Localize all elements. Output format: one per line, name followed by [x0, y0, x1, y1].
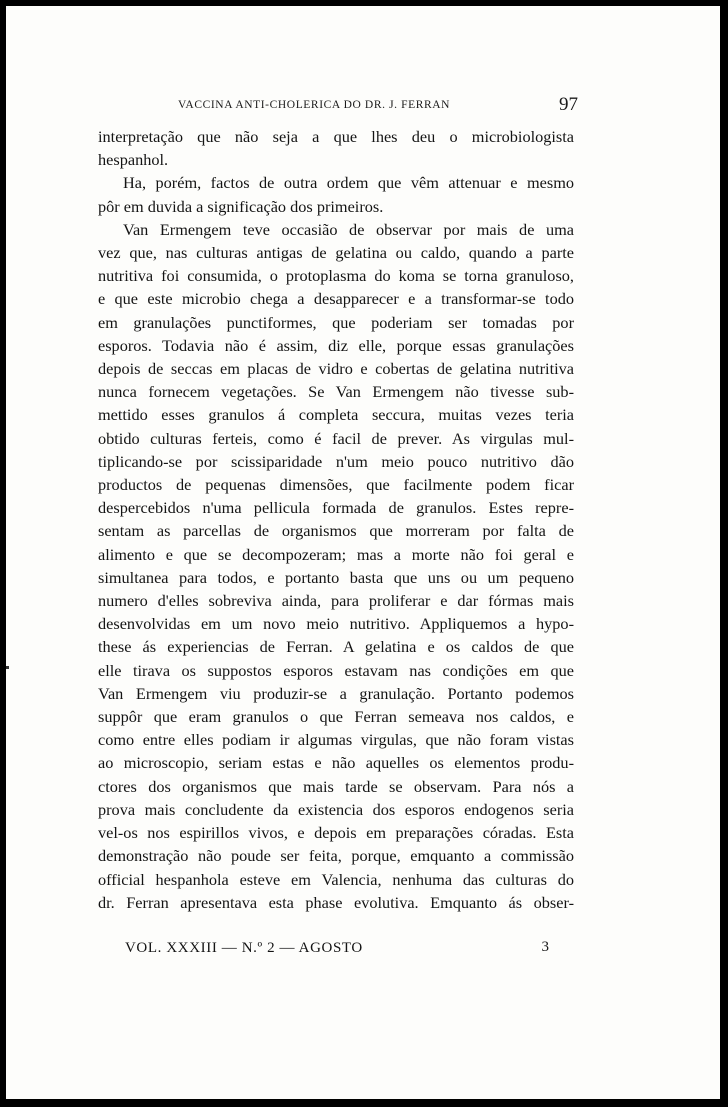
text-line: hespanhol. — [98, 150, 169, 170]
text-line: tiplicando-se por scissiparidade n'um meio pouco nutritivo dão — [98, 451, 574, 471]
text-line: despercebidos n'uma pellicula formada de granulos. Estes repre- — [98, 498, 574, 518]
page-header — [178, 94, 578, 118]
paragraph-3 — [98, 218, 574, 914]
text-line: these ás experiencias de Ferran. A gelatina e os caldos de que — [98, 637, 574, 657]
page-number: 97 — [559, 94, 578, 115]
text-line: Van Ermengem teve occasião de observar por mais de uma — [123, 219, 574, 239]
page-footer — [125, 939, 549, 957]
text-line: simultanea para todos, e portanto basta que uns ou um pequeno — [98, 567, 574, 587]
text-line: vez que, nas culturas antigas de gelatina ou caldo, quando a parte — [98, 243, 574, 263]
text-line: nutritiva foi consumida, o protoplasma do koma se torna granuloso, — [98, 266, 574, 286]
text-line: sentam as parcellas de organismos que morreram por falta de — [98, 521, 574, 541]
text-line: mettido esses granulos á completa seccura, muitas vezes teria — [98, 405, 574, 425]
text-line: ctores dos organismos que mais tarde se observam. Para nós a — [98, 776, 574, 796]
text-line: depois de seccas em placas de vidro e cobertas de gelatina nutritiva — [98, 359, 574, 379]
text-line: prova mais concludente da existencia dos esporos endogenos seria — [98, 799, 574, 819]
body-text — [98, 125, 574, 914]
text-line: e que este microbio chega a desapparecer e a transformar-se todo — [98, 289, 574, 309]
signature-mark: 3 — [541, 939, 549, 955]
margin-speck — [6, 666, 9, 669]
volume-label: VOL. XXXIII — N.º 2 — AGOSTO — [125, 940, 363, 956]
book-page — [6, 6, 720, 1099]
text-line: elle tirava os suppostos esporos estavam nas condições em que — [98, 660, 574, 680]
text-line: numero d'elles sobreviva ainda, para proliferar e dar fórmas mais — [98, 591, 574, 611]
text-line: interpretação que não seja a que lhes deu o microbiologista — [98, 127, 574, 146]
text-line: vel-os nos espirillos vivos, e depois em preparações córadas. Esta — [98, 823, 574, 843]
running-title: VACCINA ANTI-CHOLERICA DO DR. J. FERRAN — [178, 99, 451, 111]
text-line: Ha, porém, factos de outra ordem que vêm attenuar e mesmo — [123, 173, 574, 193]
text-line: desenvolvidas em um novo meio nutritivo. Appliquemos a hypo- — [98, 614, 574, 634]
text-line: dr. Ferran apresentava esta phase evolutiva. Emquanto ás obser- — [98, 892, 574, 912]
text-line: official hespanhola esteve em Valencia, nenhuma das culturas do — [98, 869, 574, 889]
text-line: demonstração não poude ser feita, porque, emquanto a commissão — [98, 846, 574, 866]
text-line: Van Ermengem viu produzir-se a granulação. Portanto podemos — [98, 683, 574, 703]
text-line: pôr em duvida a significação dos primeiros. — [98, 196, 384, 216]
paragraph-1 — [98, 125, 574, 171]
text-line: ao microscopio, seriam estas e não aquelles os elementos produ- — [98, 753, 574, 773]
text-line: como entre elles podiam ir algumas virgulas, que não foram vistas — [98, 730, 574, 750]
text-line: suppôr que eram granulos o que Ferran semeava nos caldos, e — [98, 707, 574, 727]
text-line: em granulações punctiformes, que poderiam ser tomadas por — [98, 312, 574, 332]
text-line: alimento e que se decompozeram; mas a morte não foi geral e — [98, 544, 574, 564]
text-line: esporos. Todavia não é assim, diz elle, porque essas granulações — [98, 335, 574, 355]
text-line: obtido culturas ferteis, como é facil de prever. As virgulas mul- — [98, 428, 574, 448]
text-line: nunca fornecem vegetações. Se Van Ermengem não tivesse sub- — [98, 382, 574, 402]
text-line: productos de pequenas dimensões, que facilmente podem ficar — [98, 475, 574, 495]
paragraph-2 — [98, 171, 574, 217]
